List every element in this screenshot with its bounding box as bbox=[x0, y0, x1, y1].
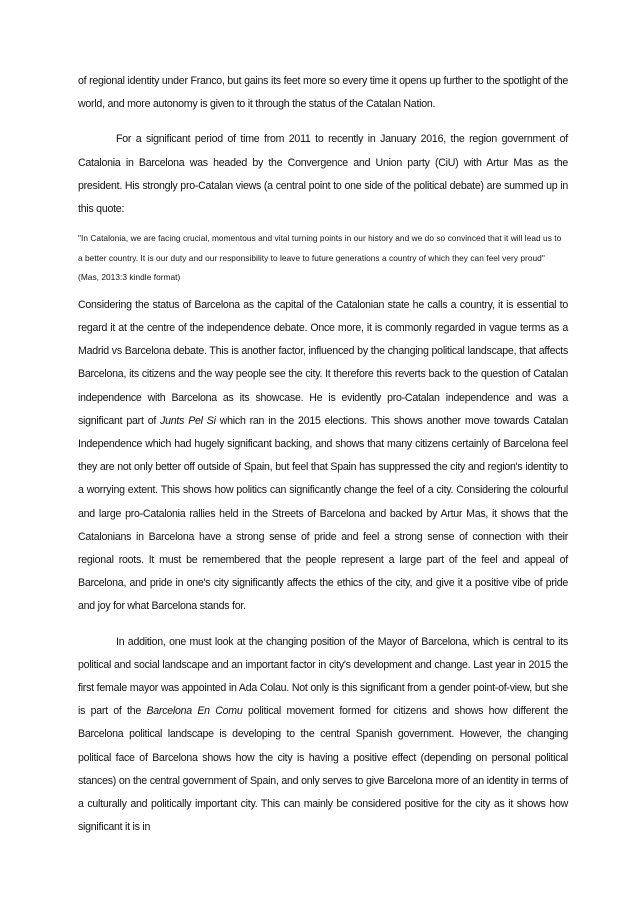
paragraph-artur-mas: For a significant period of time from 2011 to recently in January 2016, the region government of Catalonia in Barcelona was headed by the Convergence and Union party (CiU) with Artur Mas as the president. His strongly pro-Catalan views (a central point to one side of the political debate) are summed up in this quote: bbox=[78, 133, 568, 216]
paragraph-text: political movement formed for citizens and shows how different the Barcelona political landscape is developing to the central Spanish government. However, the changing political face of Barcelona shows how the city is having a positive effect (depending on personal political stances) on the central government of Spain, and only serves to give Barcelona more of an identity in terms of a culturally and politically important city. This can mainly be considered positive for the city as it shows how significant it is in bbox=[78, 705, 569, 834]
paragraph-text: Considering the status of Barcelona as the capital of the Catalonian state he calls a country, it is essential to regard it at the centre of the independence debate. Once more, it is commonly regarded in vague terms as a Madrid vs Barcelona debate. This is another factor, influenced by the changing political landscape, that affects Barcelona, its citizens and the way people see the city. It therefore this reverts back to the question of Catalan independence with Barcelona as its showcase. He is evidently pro-Catalan independence and was a significant part of bbox=[78, 298, 568, 427]
document-page bbox=[78, 70, 568, 839]
paragraph-mayor bbox=[78, 631, 568, 840]
italic-party-name: Junts Pel Si bbox=[160, 414, 216, 427]
paragraph-continuation: of regional identity under Franco, but gains its feet more so every time it opens up further to the spotlight of the world, and more autonomy is given to it through the status of the Catalan Nation. bbox=[78, 75, 568, 111]
paragraph-text: In addition, one must look at the changing position of the Mayor of Barcelona, which is central to its political and social landscape and an important factor in city's development and change. Last year in 2015 the first female mayor was appointed in Ada Colau. Not only is this significant from a gender point-of-view, but she is part of the bbox=[78, 635, 568, 718]
italic-movement-name: Barcelona En Comu bbox=[146, 705, 243, 718]
paragraph-text: which ran in the 2015 elections. This shows another move towards Catalan Independence which had hugely significant backing, and shows that many citizens certainly of Barcelona feel they are not only better off outside of Spain, but feel that Spain has suppressed the city and region's identity to a worrying extent. This shows how politics can significantly change the feel of a city. Considering the colourful and large pro-Catalonia rallies held in the Streets of Barcelona and backed by Artur Mas, it shows that the Catalonians in Barcelona have a strong sense of pride and feel a strong sense of connection with their regional roots. It must be remembered that the people represent a large part of the feel and appeal of Barcelona, and pride in one's city significantly affects the ethics of the city, and give it a positive vibe of pride and joy for what Barcelona stands for. bbox=[78, 414, 568, 613]
paragraph-barcelona-capital bbox=[78, 294, 568, 619]
block-quote: "In Catalonia, we are facing crucial, momentous and vital turning points in our history and we do so convinced that it will lead us to a better country. It is our duty and our responsibility to leave to future generations a country of which they can feel very proud" (Mas, 2013:3 kindle format) bbox=[78, 233, 562, 283]
